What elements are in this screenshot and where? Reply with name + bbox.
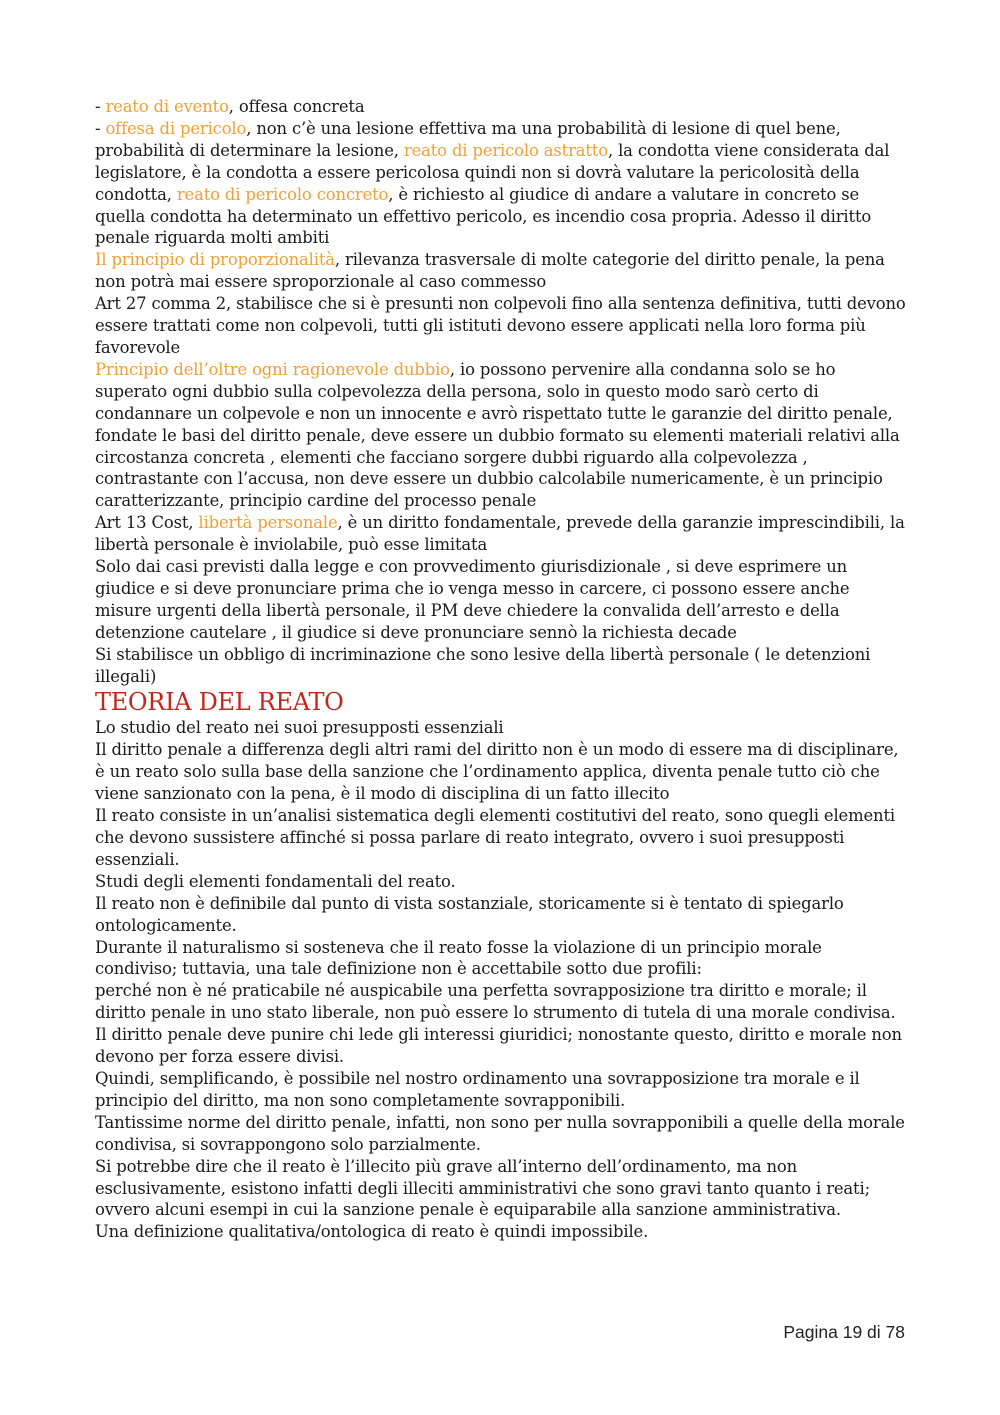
paragraph-casi-previsti: Solo dai casi previsti dalla legge e con provvedimento giurisdizionale , si deve esprimere un giudice e si deve pronunciare prima che io venga messo in carcere, ci possono essere anche misure urgenti della libertà personale, il PM deve chiedere la convalida dell’arresto e della detenzione cautelare , il giudice si deve pronunciare sennò la richiesta decade [95, 557, 850, 642]
paragraph: Tantissime norme del diritto penale, infatti, non sono per nulla sovrapponibili a quelle della morale condivisa, si sovrappongono solo parzialmente. [95, 1112, 905, 1154]
paragraph-proporzionalita: Il principio di proporzionalità, rilevanza trasversale di molte categorie del diritto penale, la pena non potrà mai essere sproporzionale al caso commesso [95, 250, 885, 292]
section-teoria-del-reato [95, 717, 907, 1243]
paragraph: Durante il naturalismo si sosteneva che il reato fosse la violazione di un principio morale condiviso; tuttavia, una tale definizione non è accettabile sotto due profili: [95, 937, 822, 979]
paragraph: Si potrebbe dire che il reato è l’illecito più grave all’interno dell’ordinamento, ma non esclusivamente, esistono infatti degli illeciti amministrativi che sono gravi tanto quanto i reati; ovvero alcuni esempi in cui la sanzione penale è equiparabile alla sanzione amministrativa. [95, 1156, 870, 1220]
paragraph-reato-di-evento: - reato di evento, offesa concreta [95, 97, 365, 116]
paragraph: Una definizione qualitativa/ontologica di reato è quindi impossibile. [95, 1222, 649, 1242]
paragraph: Il reato consiste in un’analisi sistematica degli elementi costitutivi del reato, sono quegli elementi che devono sussistere affinché si possa parlare di reato integrato, ovvero i suoi presupposti essenziali. [95, 806, 895, 869]
highlight-term: offesa di pericolo [105, 118, 247, 138]
paragraph-art-13: Art 13 Cost, libertà personale, è un diritto fondamentale, prevede della garanzie imprescindibili, la libertà personale è inviolabile, può esse limitata [95, 513, 905, 555]
paragraph: perché non è né praticabile né auspicabile una perfetta sovrapposizione tra diritto e morale; il diritto penale in uno stato liberale, non può essere lo strumento di tutela di una morale condivisa. [95, 981, 896, 1023]
paragraph-offesa-di-pericolo: - offesa di pericolo, non c’è una lesione effettiva ma una probabilità di lesione di quel bene, probabilità di determinare la lesione, reato di pericolo astratto, la condotta viene considerata dal legislatore, è la condotta a essere pericolosa quindi non si dovrà valutare la pericolosità della condotta, reato di pericolo concreto, è richiesto al giudice di andare a valutare in concreto se quella condotta ha determinato un effettivo pericolo, es incendio cosa propria. Adesso il diritto penale riguarda molti ambiti [95, 118, 890, 248]
paragraph: Lo studio del reato nei suoi presupposti essenziali [95, 718, 504, 738]
page-number: Pagina 19 di 78 [783, 1322, 905, 1342]
highlight-term: reato di pericolo astratto [403, 140, 608, 160]
paragraph: Il diritto penale deve punire chi lede gli interessi giuridici; nonostante questo, diritto e morale non devono per forza essere divisi. [95, 1025, 902, 1067]
paragraph: Il diritto penale a differenza degli altri rami del diritto non è un modo di essere ma di disciplinare, è un reato solo sulla base della sanzione che l’ordinamento applica, diventa penale tutto ciò che viene sanzionato con la pena, è il modo di disciplina di un fatto illecito [95, 740, 899, 804]
highlight-term: reato di evento [105, 97, 229, 116]
paragraph-art-27: Art 27 comma 2, stabilisce che si è presunti non colpevoli fino alla sentenza definitiva, tutti devono essere trattati come non colpevoli, tutti gli istituti devono essere applicati nella loro forma più favorevole [95, 294, 906, 357]
paragraph-obbligo-incriminazione: Si stabilisce un obbligo di incriminazione che sono lesive della libertà personale ( le detenzioni illegali) [95, 644, 871, 686]
document-body [95, 96, 907, 1243]
paragraph: Quindi, semplificando, è possibile nel nostro ordinamento una sovrapposizione tra morale e il principio del diritto, ma non sono completamente sovrapponibili. [95, 1068, 860, 1110]
paragraph: Studi degli elementi fondamentali del reato. [95, 871, 456, 891]
paragraph-ragionevole-dubbio: Principio dell’oltre ogni ragionevole dubbio, io possono pervenire alla condanna solo se ho superato ogni dubbio sulla colpevolezza della persona, solo in questo modo sarò certo di condannare un colpevole e non un innocente e avrò rispettato tutte le garanzie del diritto penale, fondate le basi del diritto penale, deve essere un dubbio formato su elementi materiali relativi alla circostanza concreta , elementi che facciano sorgere dubbi riguardo alla colpevolezza , contrastante con l’accusa, non deve essere un dubbio calcolabile numericamente, è un principio caratterizzante, principio cardine del processo penale [95, 359, 900, 511]
highlight-term: reato di pericolo concreto [176, 184, 389, 204]
section-heading: TEORIA DEL REATO [95, 688, 344, 717]
highlight-term: Principio dell’oltre ogni ragionevole dubbio [95, 359, 450, 379]
highlight-term: libertà personale [198, 513, 338, 533]
paragraph: Il reato non è definibile dal punto di vista sostanziale, storicamente si è tentato di spiegarlo ontologicamente. [95, 893, 844, 935]
highlight-term: Il principio di proporzionalità [95, 250, 335, 270]
